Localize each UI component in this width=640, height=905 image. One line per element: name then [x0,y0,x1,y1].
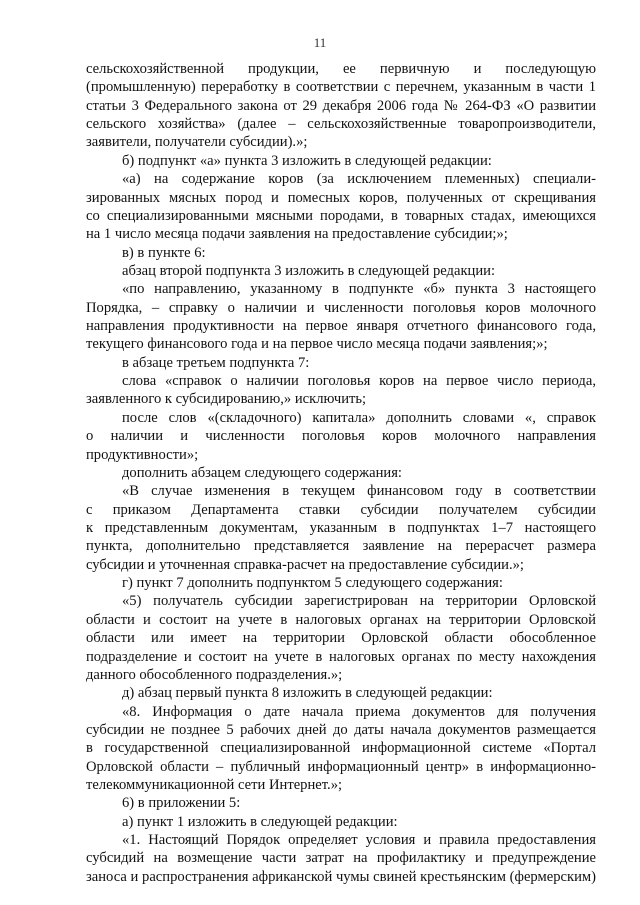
text-line: к представленным документам, указанным в подпунктах 1–7 настоящего [86,519,596,536]
text-line: сельскохозяйственной продукции, ее первичную и последующую [86,61,596,77]
text-line: пункта, дополнительно представляется заявление на перерасчет размера [86,538,596,555]
text-line: заноса и распространения африканской чумы свиней крестьянским (фермерским) [86,868,596,885]
text-line: д) абзац первый пункта 8 изложить в следующей редакции: [122,685,493,702]
text-line: подразделение и состоит на учете в налоговых органах по месту нахождения [86,648,596,665]
text-line: телекоммуникационной сети Интернет.»; [86,777,343,794]
text-line: Порядка, – справку о наличии и численности поголовья коров молочного [86,299,596,316]
text-line: абзац второй подпункта 3 изложить в следующей редакции: [122,262,496,279]
text-line: в абзаце третьем подпункта 7: [122,354,310,371]
text-line: статьи 3 Федерального закона от 29 декабря 2006 года № 264-ФЗ «О развитии [86,97,596,114]
text-line: зированных мясных пород и помесных коров, полученных от скрещивания [86,189,596,206]
text-line: сельского хозяйства» (далее – сельскохозяйственные товаропроизводители, [86,116,596,133]
document-body [86,60,596,886]
page-number: 11 [313,35,327,50]
text-line: области и состоит на учете в налоговых органах на территории Орловской [86,611,596,628]
text-line: субсидий на возмещение части затрат на профилактику и предупреждение [86,850,596,867]
text-line: «по направлению, указанному в подпункте «б» пункта 3 настоящего [122,281,596,298]
text-line: субсидии не позднее 5 рабочих дней до даты начала документов размещается [86,721,596,738]
text-line: о наличии и численности поголовья коров молочного направления [86,428,596,445]
text-line: «а) на содержание коров (за исключением племенных) специали- [122,171,596,188]
text-line: текущего финансового года и на первое число месяца подачи заявления;»; [86,336,548,353]
text-line: после слов «(складочного) капитала» дополнить словами «, справок [122,409,596,426]
text-line: направления продуктивности на первое января отчетного финансового года, [86,318,596,335]
text-line: области или имеет на территории Орловской области обособленное [86,630,596,647]
text-line: «5) получатель субсидии зарегистрирован на территории Орловской [122,593,596,610]
text-line: 6) в приложении 5: [122,795,241,812]
text-line: продуктивности»; [86,446,199,463]
text-line: на 1 число месяца подачи заявления на предоставление субсидии;»; [86,226,508,243]
text-line: дополнить абзацем следующего содержания: [122,464,402,481]
text-line: слова «справок о наличии поголовья коров на первое число периода, [122,373,596,390]
text-line: субсидии и уточненная справка-расчет на предоставление субсидии.»; [86,556,524,573]
text-line: г) пункт 7 дополнить подпунктом 5 следующего содержания: [122,575,503,592]
text-line: со специализированными мясными породами, в товарных стадах, имеющихся [86,207,596,224]
text-line: в государственной специализированной информационной системе «Портал [86,740,596,757]
text-line: б) подпункт «а» пункта 3 изложить в следующей редакции: [122,152,492,169]
text-line: «1. Настоящий Порядок определяет условия и правила предоставления [122,832,596,849]
text-line: а) пункт 1 изложить в следующей редакции: [122,813,398,830]
text-line: в) в пункте 6: [122,244,206,261]
text-line: заявители, получатели субсидии).»; [86,134,308,151]
text-line: «8. Информация о дате начала приема документов для получения [122,703,596,720]
text-line: (промышленную) переработку в соответствии с перечнем, указанным в части 1 [86,79,596,96]
text-line: данного обособленного подразделения.»; [86,666,343,683]
text-line: «В случае изменения в текущем финансовом году в соответствии [122,483,596,500]
text-line: Орловской области – публичный информационный центр» в информационно- [86,758,596,775]
text-line: заявленного к субсидированию,» исключить; [86,391,367,408]
text-line: с приказом Департамента ставки субсидии получателем субсидии [86,501,596,518]
